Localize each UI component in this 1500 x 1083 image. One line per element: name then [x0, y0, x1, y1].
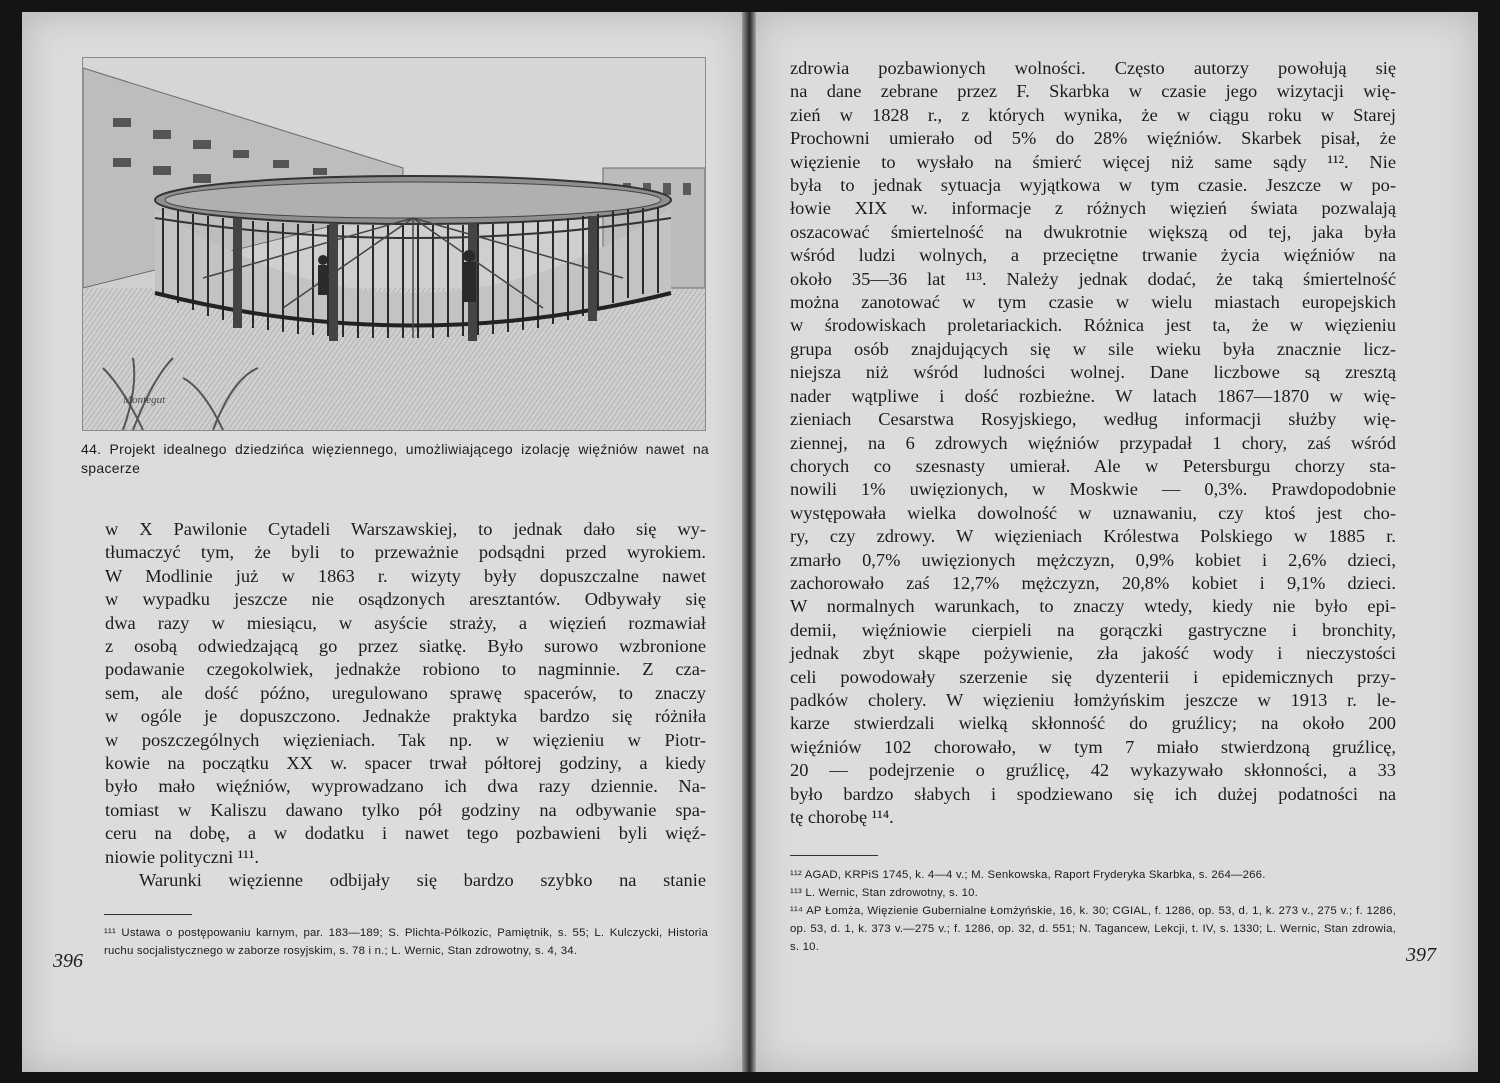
body-line: zachorowało zaś 12,7% mężczyzn, 20,8% kobiet i 9,1% dzieci.	[790, 572, 1396, 593]
body-line: demii, więźniowie cierpieli na gorączki gastryczne i bronchity,	[790, 619, 1396, 640]
body-line: w wypadku jeszcze nie osądzonych aresztantów. Odbywały się	[105, 589, 706, 610]
body-line: w środowiskach proletariackich. Różnica jest ta, że w więzieniu	[790, 315, 1396, 336]
body-line: można zanotować w tym czasie w wielu miastach europejskich	[790, 292, 1396, 313]
body-line: niejsza niż wśród ludności wolnej. Dane liczbowe są zresztą	[790, 362, 1396, 383]
body-line: tomiast w Kaliszu dawano tylko pół godziny na odbywanie spa-	[105, 799, 706, 820]
body-line: celi powodowały szerzenie się dyzenterii i epidemicznych przy-	[790, 666, 1396, 687]
body-line: niowie polityczni ¹¹¹.	[105, 846, 259, 867]
body-line: 20 — podejrzenie o gruźlicę, 42 wykazywało skłonności, a 33	[790, 760, 1396, 781]
body-line: w ogóle je dopuszczono. Jednakże praktyka bardzo się różniła	[105, 706, 706, 727]
right-page-body	[790, 57, 1396, 829]
body-line: więźniów 102 chorowało, w tym 7 miało stwierdzoną gruźlicę,	[790, 736, 1396, 757]
body-line: z osobą odwiedzającą go przez siatkę. Było surowo wzbronione	[105, 636, 706, 657]
body-line: na dane zebrane przez F. Skarbka w czasie jego wizytacji wię-	[790, 81, 1396, 102]
body-line: zdrowia pozbawionych wolności. Często autorzy powołują się	[790, 58, 1396, 78]
body-line: zień w 1828 r., z których wynika, że w ciągu roku w Starej	[790, 104, 1396, 125]
body-line: kowie na początku XX w. spacer trwał półtorej godziny, a kiedy	[105, 753, 706, 774]
footnote-112: ¹¹² AGAD, KRPiS 1745, k. 4—4 v.; M. Senkowska, Raport Fryderyka Skarbka, s. 264—266.	[790, 869, 1266, 881]
body-line: było bardzo słabych i spodziewano się ich dużej podatności na	[790, 783, 1396, 804]
body-line: oszacować śmiertelność na dwukrotnie większą od tej, jaka była	[790, 221, 1396, 242]
body-line: podawanie czegokolwiek, jednakże robiono to nagminnie. Z cza-	[105, 659, 706, 680]
body-line: ceru na dobę, a w dodatku i nawet tego pozbawieni byli więź-	[105, 823, 706, 844]
prison-yard-illustration	[82, 57, 706, 431]
body-line: padków cholery. W więzieniu łomżyńskim jeszcze w 1913 r. le-	[790, 689, 1396, 710]
book-gutter	[742, 12, 756, 1072]
prison-yard-drawing	[83, 58, 705, 430]
body-line: nader wątpliwe i dość rozbieżne. W latach 1867—1870 w wię-	[790, 385, 1396, 406]
footnote-rule	[790, 855, 878, 856]
body-line: ziennej, na 6 zdrowych więźniów przypadał 1 chory, zaś wśród	[790, 432, 1396, 453]
body-line: około 35—36 lat ¹¹³. Należy jednak dodać, że taką śmiertelność	[790, 268, 1396, 289]
body-line: dwa razy w miesiącu, w asyście straży, a więzień rozmawiał	[105, 612, 706, 633]
footnote-111: ¹¹¹ Ustawa o postępowaniu karnym, par. 183—189; S. Plichta-Pólkozic, Pamiętnik, s. 55; L. Kulczycki, Historia ruchu socjalistycznego w zaborze rosyjskim, s. 78 i n.; L. Wernic, Stan zdrowotny, s. 4, 34.	[104, 927, 708, 957]
footnote-113: ¹¹³ L. Wernic, Stan zdrowotny, s. 10.	[790, 887, 979, 899]
page-number-right: 397	[1406, 944, 1436, 966]
left-footnotes	[104, 924, 708, 960]
body-line: zieniach Cesarstwa Rosyjskiego, według informacji służby wię-	[790, 409, 1396, 430]
body-line: nowili 1% uwięzionych, w Moskwie — 0,3%. Prawdopodobnie	[790, 479, 1396, 500]
body-line: w X Pawilonie Cytadeli Warszawskiej, to jednak dało się wy-	[105, 519, 706, 539]
footnote-114: ¹¹⁴ AP Łomża, Więzienie Gubernialne Łomżyńskie, 16, k. 30; CGIAL, f. 1286, op. 53, d. 1, k. 273 v., 275 v.; f. 1286, op. 53, d. 1, k. 373 v.—275 v.; f. 1286, op. 32, d. 551; N. Tagancew, Lekcji, t. IV, s. 1330; L. Wernic, Stan zdrowia, s. 10.	[790, 905, 1396, 953]
body-line: była to jednak sytuacja wyjątkowa w tym czasie. Jeszcze w po-	[790, 175, 1396, 196]
body-line: zmarło 0,7% uwięzionych mężczyzn, 0,9% kobiet i 2,6% dzieci,	[790, 549, 1396, 570]
body-line: było mało więźniów, wyprowadzano ich dwa razy dziennie. Na-	[105, 776, 706, 797]
footnote-rule	[104, 914, 192, 915]
body-line: jednak zbyt skąpe pożywienie, zła jakość wody i nieczystości	[790, 643, 1396, 664]
body-line: W normalnych warunkach, to znaczy wtedy, kiedy nie było epi-	[790, 596, 1396, 617]
body-line: sem, ale dość późno, uregulowano sprawę spacerów, to znaczy	[105, 682, 706, 703]
body-line: Prochowni umierało od 5% do 28% więźniów. Skarbek pisał, że	[790, 128, 1396, 149]
body-line: tłumaczyć tym, że byli to przeważnie podsądni przed wyrokiem.	[105, 542, 706, 563]
body-line: grupa osób znajdujących się w sile wieku była znacznie licz-	[790, 338, 1396, 359]
body-line: karze stwierdzali wielką skłonność do gruźlicy; na około 200	[790, 713, 1396, 734]
page-number-left: 396	[53, 950, 83, 972]
body-line: więzienie to wysłało na śmierć więcej niż same sądy ¹¹². Nie	[790, 151, 1396, 172]
body-line: występowała wielka dowolność w uznawaniu, czy ktoś jest cho-	[790, 502, 1396, 523]
body-line: W Modlinie już w 1863 r. wizyty były dopuszczalne nawet	[105, 565, 706, 586]
body-line: łowie XIX w. informacje z różnych więzień świata pozwalają	[790, 198, 1396, 219]
body-line: tę chorobę ¹¹⁴.	[790, 807, 894, 827]
body-line: wśród ludzi wolnych, a przeciętne trwanie życia więźniów na	[790, 245, 1396, 266]
figure-signature: Montegut	[123, 394, 166, 406]
figure-caption: 44. Projekt idealnego dziedzińca więziennego, umożliwiającego izolację więźniów nawet na spacerze	[81, 441, 709, 476]
left-page-body	[105, 518, 706, 893]
body-line: ry, czy zdrowy. W więzieniach Królestwa Polskiego w 1885 r.	[790, 526, 1396, 547]
body-line: w poszczególnych więzieniach. Tak np. w więzieniu w Piotr-	[105, 729, 706, 750]
body-line-paragraph-start: Warunki więzienne odbijały się bardzo szybko na stanie	[139, 870, 706, 891]
body-line: chorych co szesnasty umierał. Ale w Petersburgu chorzy sta-	[790, 455, 1396, 476]
right-footnotes	[790, 866, 1396, 956]
